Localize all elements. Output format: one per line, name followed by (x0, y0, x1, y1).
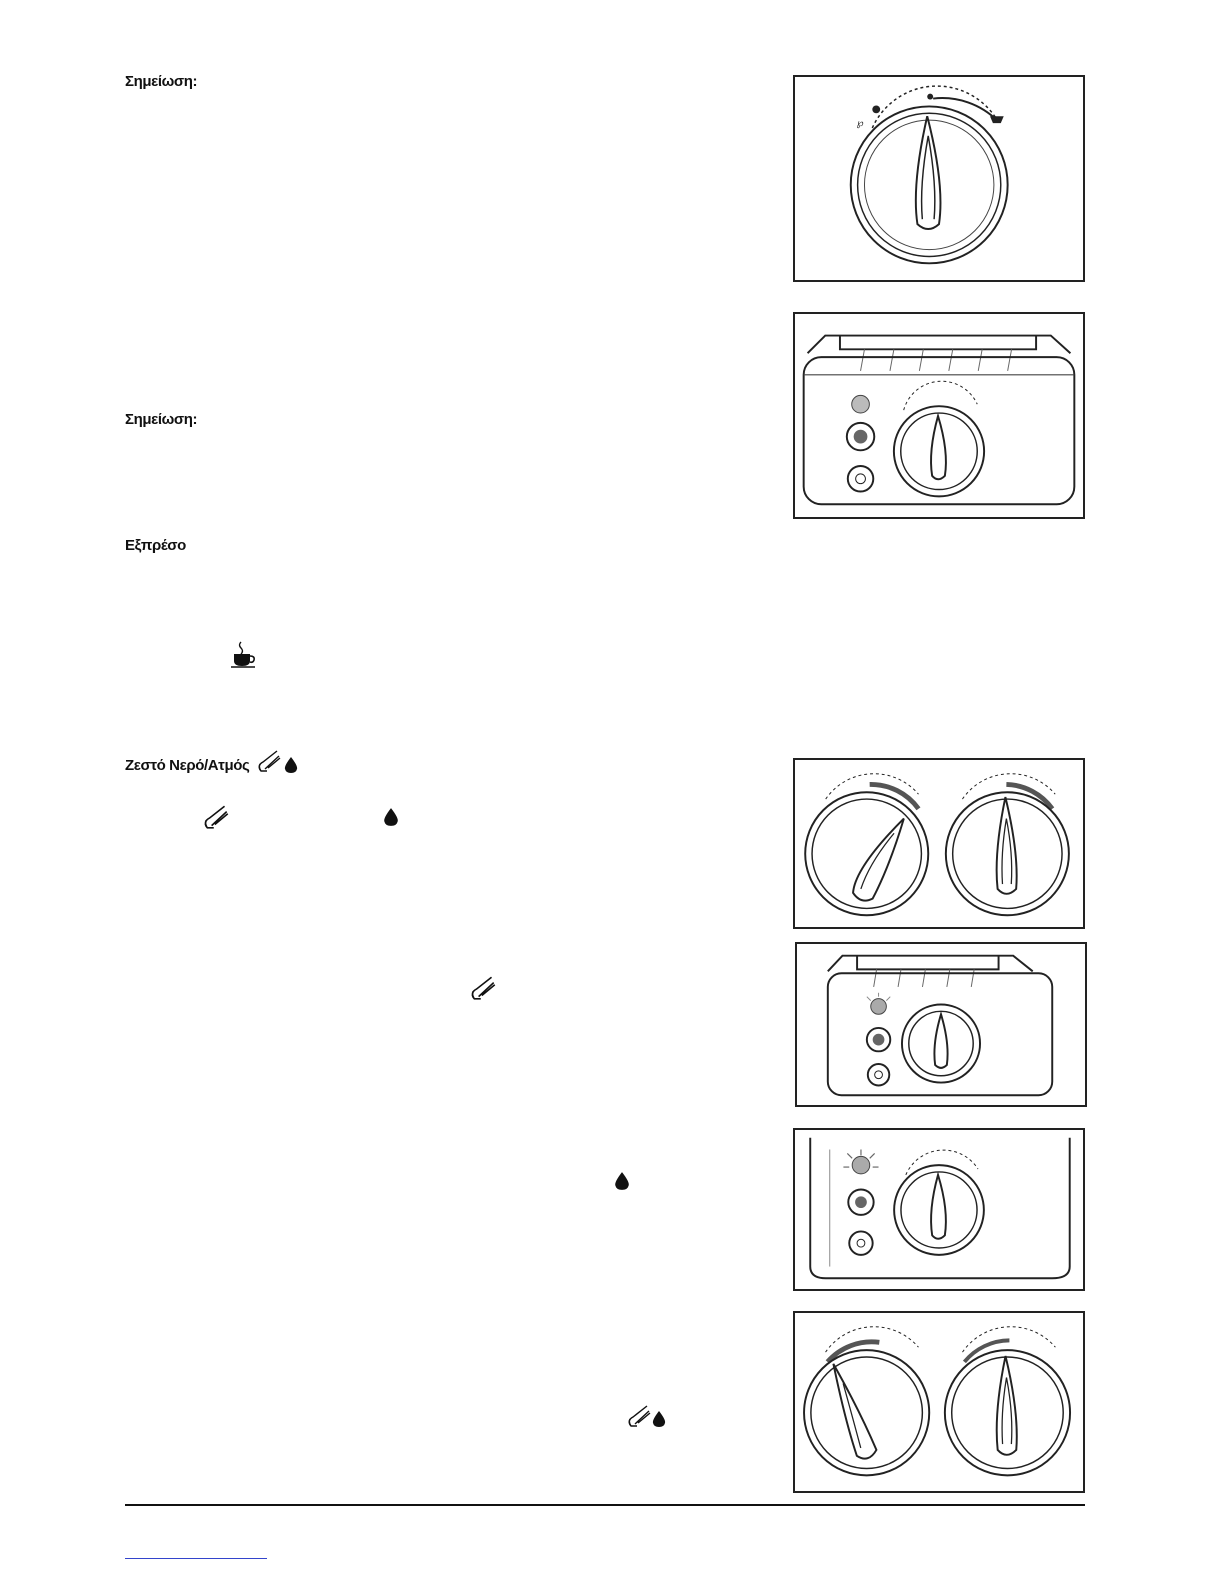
water-drop-icon (383, 807, 399, 827)
steam-icon (203, 804, 231, 830)
hot-water-steam-heading: Ζεστό Νερό/Ατμός (125, 757, 250, 774)
machine-front-panel-figure (793, 312, 1085, 519)
water-drop-icon (614, 1171, 630, 1191)
page-bottom-rule (125, 1504, 1085, 1506)
steam-icon (627, 1404, 653, 1428)
note-heading-2: Σημείωση: (125, 411, 198, 428)
footer-link-underline[interactable] (125, 1558, 267, 1559)
water-drop-heading-icon (284, 756, 298, 774)
dial-steam-positions-figure (793, 758, 1085, 929)
espresso-heading: Εξπρέσο (125, 537, 186, 554)
dial-knob (916, 116, 941, 229)
steam-icon (470, 975, 498, 1001)
machine-panel-water-figure (793, 1128, 1085, 1291)
water-drop-icon (652, 1410, 666, 1428)
dial-return-positions-figure (793, 1311, 1085, 1493)
machine-panel-steam-figure (795, 942, 1087, 1107)
coffee-cup-icon (228, 640, 258, 670)
svg-text:℘: ℘ (856, 118, 864, 130)
steam-heading-icon (257, 749, 283, 773)
control-dial-figure (793, 75, 1085, 282)
note-heading-1: Σημείωση: (125, 73, 198, 90)
